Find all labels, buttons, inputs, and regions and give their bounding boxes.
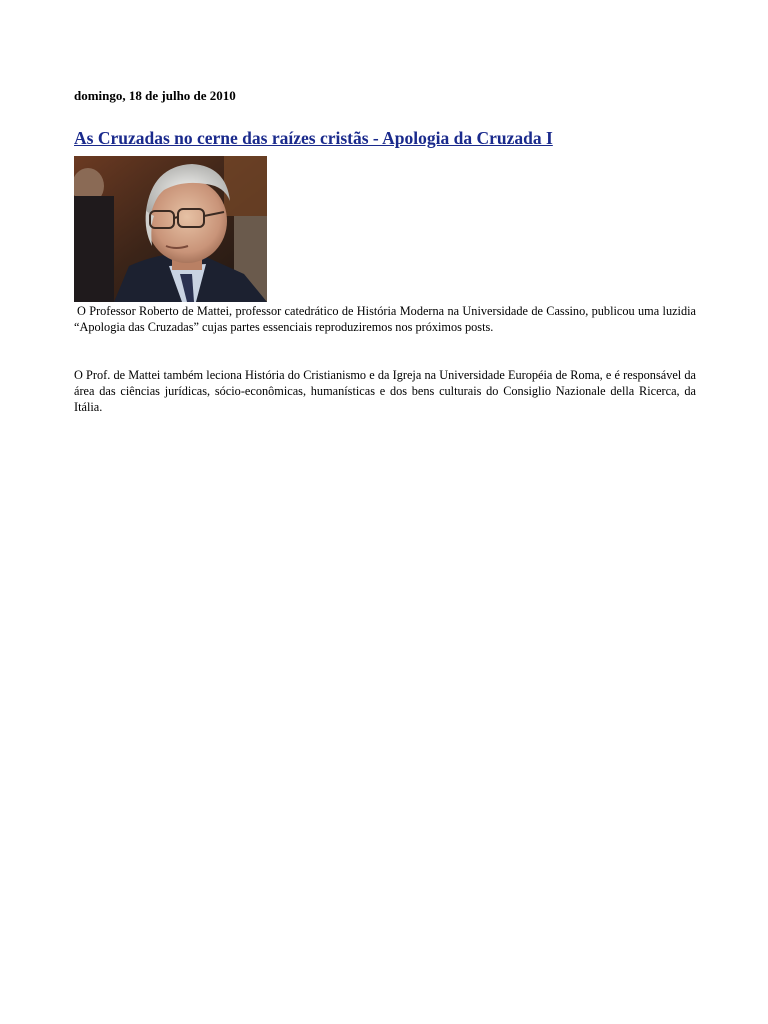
post-title — [74, 127, 553, 149]
post-date: domingo, 18 de julho de 2010 — [74, 88, 236, 103]
post-paragraph: O Prof. de Mattei também leciona História do Cristianismo e da Igreja na Universidade Européia de Roma, e é responsável da área das ciências jurídicas, sócio-econômicas, humanísticas e dos bens culturais do Consiglio Nazionale della Ricerca, da Itália. — [74, 368, 696, 414]
post-title-link[interactable]: As Cruzadas no cerne das raízes cristãs - Apologia da Cruzada I — [74, 128, 553, 148]
author-photo — [74, 156, 267, 302]
portrait-image — [74, 156, 267, 302]
post-paragraph: O Professor Roberto de Mattei, professor catedrático de História Moderna na Universidade de Cassino, publicou uma luzidia “Apologia das Cruzadas” cujas partes essenciais reproduziremos nos próximos posts. — [74, 304, 696, 334]
